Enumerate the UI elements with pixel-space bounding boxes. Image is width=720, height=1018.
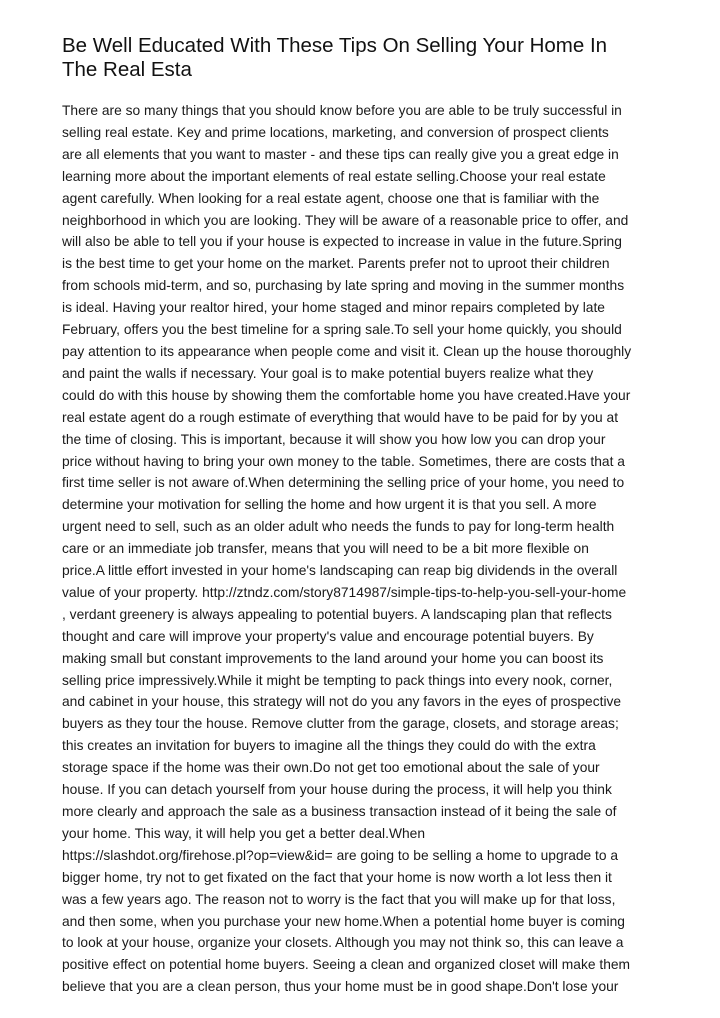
body-line: selling price impressively.While it might be tempting to pack things into every nook, corner,: [62, 672, 613, 688]
body-line: urgent need to sell, such as an older adult who needs the funds to pay for long-term health: [62, 519, 615, 535]
body-line: price.A little effort invested in your home's landscaping can reap big dividends in the overall: [62, 563, 618, 579]
body-line: from schools mid-term, and so, purchasing by late spring and moving in the summer months: [62, 278, 625, 294]
body-line: and then some, when you purchase your new home.When a potential home buyer is coming: [62, 913, 625, 929]
body-line: buyers as they tour the house. Remove clutter from the garage, closets, and storage areas;: [62, 716, 619, 732]
body-line: positive effect on potential home buyers. Seeing a clean and organized closet will make them: [62, 957, 631, 973]
body-line: is the best time to get your home on the market. Parents prefer not to uproot their children: [62, 256, 610, 272]
title-line: The Real Esta: [62, 58, 192, 81]
body-line: and cabinet in your house, this strategy will not do you any favors in the eyes of prospective: [62, 694, 622, 710]
title-line: Be Well Educated With These Tips On Selling Your Home In: [62, 34, 608, 57]
body-line: believe that you are a clean person, thus your home must be in good shape.Don't lose your: [62, 979, 619, 995]
body-line: will also be able to tell you if your house is expected to increase in value in the future.Spring: [62, 234, 622, 250]
page-title: [62, 34, 682, 82]
body-line: house. If you can detach yourself from your house during the process, it will help you think: [62, 782, 612, 798]
body-line: storage space if the home was their own.Do not get too emotional about the sale of your: [62, 760, 600, 776]
body-line: determine your motivation for selling the home and how urgent it is that you sell. A more: [62, 497, 597, 513]
body-line: bigger home, try not to get fixated on the fact that your home is now worth a lot less then it: [62, 869, 612, 885]
body-line: this creates an invitation for buyers to imagine all the things they could do with the extra: [62, 738, 596, 754]
body-line: is ideal. Having your realtor hired, your home staged and minor repairs completed by late: [62, 300, 605, 316]
body-line: price without having to bring your own money to the table. Sometimes, there are costs that a: [62, 453, 625, 469]
body-line: thought and care will improve your property's value and encourage potential buyers. By: [62, 628, 594, 644]
body-line: more clearly and approach the sale as a business transaction instead of it being the sale of: [62, 804, 617, 819]
body-line: and paint the walls if necessary. Your goal is to make potential buyers realize what they: [62, 365, 594, 381]
body-line-with-link[interactable]: value of your property. http://ztndz.com/story8714987/simple-tips-to-help-you-sell-your-home: [62, 584, 627, 600]
article-body: [62, 100, 660, 998]
body-line: to look at your house, organize your closets. Although you may not think so, this can leave a: [62, 935, 624, 951]
body-line: your home. This way, it will help you get a better deal.When: [62, 825, 425, 841]
body-line: making small but constant improvements to the land around your home you can boost its: [62, 650, 604, 666]
body-line: could do with this house by showing them the comfortable home you have created.Have your: [62, 387, 631, 403]
body-line: February, offers you the best timeline for a spring sale.To sell your home quickly, you should: [62, 322, 622, 338]
body-line: neighborhood in which you are looking. They will be aware of a reasonable price to offer, and: [62, 212, 629, 228]
body-line: care or an immediate job transfer, means that you will need to be a bit more flexible on: [62, 541, 589, 557]
body-line: real estate agent do a rough estimate of everything that would have to be paid for by you at: [62, 409, 619, 425]
body-line-with-link[interactable]: https://slashdot.org/firehose.pl?op=view&id= are going to be selling a home to upgrade to a: [62, 847, 619, 863]
body-line: selling real estate. Key and prime locations, marketing, and conversion of prospect clients: [62, 124, 609, 140]
body-line: agent carefully. When looking for a real estate agent, choose one that is familiar with the: [62, 190, 600, 206]
body-line: , verdant greenery is always appealing to potential buyers. A landscaping plan that reflects: [62, 606, 612, 622]
body-line: are all elements that you want to master - and these tips can really give you a great edge in: [62, 146, 619, 162]
body-line: There are so many things that you should know before you are able to be truly successful in: [62, 103, 622, 118]
body-line: first time seller is not aware of.When determining the selling price of your home, you need to: [62, 475, 625, 491]
body-line: the time of closing. This is important, because it will show you how low you can drop your: [62, 431, 606, 447]
body-line: was a few years ago. The reason not to worry is the fact that you will make up for that loss,: [62, 891, 616, 907]
body-line: pay attention to its appearance when people come and visit it. Clean up the house thoroughly: [62, 343, 632, 359]
body-line: learning more about the important elements of real estate selling.Choose your real estate: [62, 168, 606, 184]
